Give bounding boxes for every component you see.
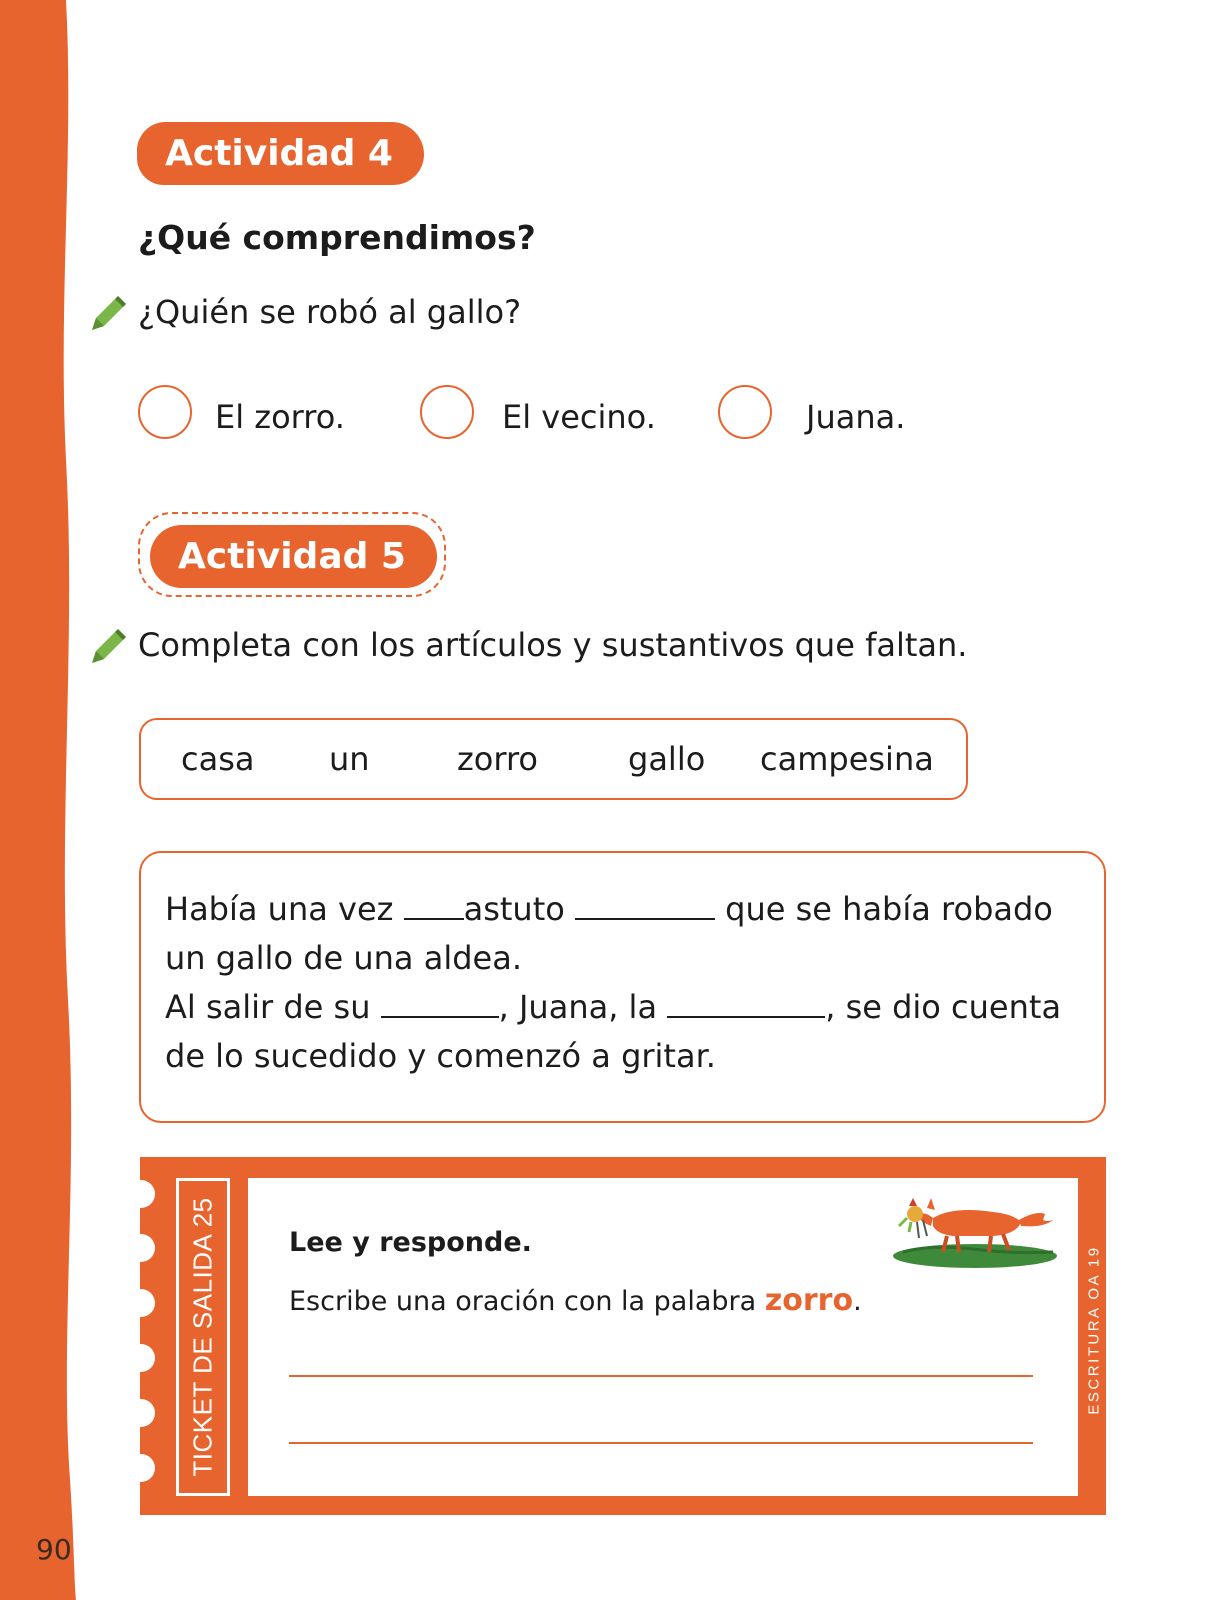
page-number: 90 <box>36 1533 72 1566</box>
activity-5-instruction: Completa con los artículos y sustantivos que faltan. <box>138 626 968 664</box>
word-bank-item: gallo <box>628 740 706 778</box>
instruction-text: . <box>853 1286 862 1317</box>
blank-field[interactable] <box>575 917 715 920</box>
option-radio-el-zorro[interactable] <box>138 385 192 439</box>
answer-line[interactable] <box>289 1375 1033 1377</box>
ticket-notch <box>127 1454 155 1482</box>
option-radio-el-vecino[interactable] <box>420 385 474 439</box>
activity-4-question: ¿Quién se robó al gallo? <box>138 293 522 331</box>
cloze-line-1 <box>165 890 1053 928</box>
cloze-text: Había una vez <box>165 890 404 928</box>
blank-field[interactable] <box>404 917 464 920</box>
ticket-notch <box>127 1344 155 1372</box>
ticket-instruction <box>289 1283 862 1318</box>
ticket-notch <box>127 1399 155 1427</box>
cloze-text: Al salir de su <box>165 988 381 1026</box>
curriculum-code: ESCRITURA OA 19 <box>1085 1245 1103 1415</box>
cloze-line-3 <box>165 988 1061 1026</box>
activity-4-heading: ¿Qué comprendimos? <box>138 218 536 257</box>
pencil-icon <box>88 292 130 334</box>
word-bank-item: zorro <box>457 740 538 778</box>
answer-line[interactable] <box>289 1442 1033 1444</box>
word-bank-item: casa <box>181 740 255 778</box>
word-bank-item: un <box>329 740 370 778</box>
cloze-text: , se dio cuenta <box>825 988 1062 1026</box>
cloze-line-4: de lo sucedido y comenzó a gritar. <box>165 1037 716 1075</box>
blank-field[interactable] <box>667 1015 825 1018</box>
option-label: El vecino. <box>502 398 656 436</box>
cloze-text: , Juana, la <box>498 988 668 1026</box>
highlight-word: zorro <box>764 1283 854 1318</box>
blank-field[interactable] <box>381 1015 499 1018</box>
instruction-text: Escribe una oración con la palabra <box>289 1286 765 1317</box>
cloze-line-2: un gallo de una aldea. <box>165 939 522 977</box>
activity-4-label: Actividad 4 <box>137 122 424 185</box>
ticket-notch <box>127 1234 155 1262</box>
ticket-heading: Lee y responde. <box>289 1227 532 1258</box>
fox-with-rooster-illustration <box>893 1186 1059 1272</box>
ticket-notch <box>127 1180 155 1208</box>
option-label: Juana. <box>806 398 906 436</box>
left-orange-band <box>0 0 100 1600</box>
option-radio-juana[interactable] <box>718 385 772 439</box>
option-label: El zorro. <box>215 398 345 436</box>
pencil-icon <box>88 625 130 667</box>
cloze-text: que se había robado <box>715 890 1053 928</box>
ticket-label: TICKET DE SALIDA 25 <box>187 1197 218 1477</box>
ticket-notch <box>127 1289 155 1317</box>
activity-5-label: Actividad 5 <box>150 525 437 588</box>
cloze-text: astuto <box>463 890 575 928</box>
word-bank-item: campesina <box>760 740 934 778</box>
